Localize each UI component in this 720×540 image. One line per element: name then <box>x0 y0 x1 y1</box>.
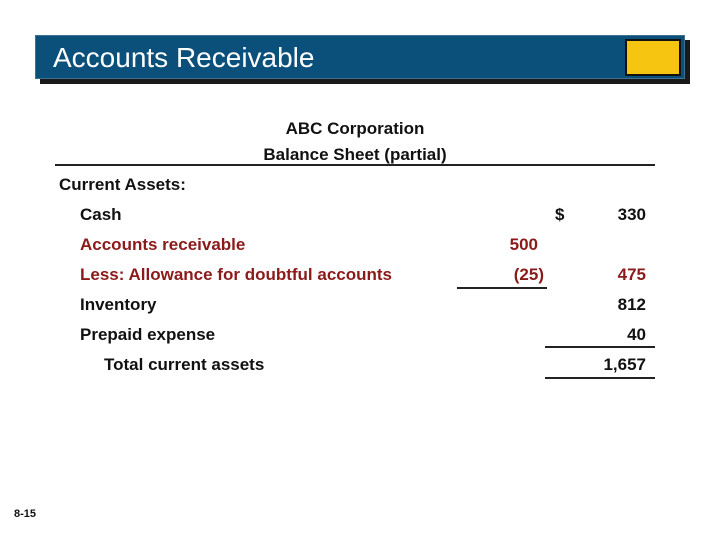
detail-subtotal-rule <box>457 287 547 289</box>
title-bar <box>35 35 685 79</box>
allowance-label: Less: Allowance for doubtful accounts <box>80 265 393 284</box>
statement-name: Balance Sheet (partial) <box>263 145 447 164</box>
title-accent-block <box>625 39 681 76</box>
current-assets-label: Current Assets: <box>59 175 186 194</box>
header-divider <box>55 164 655 166</box>
accounts-receivable-label: Accounts receivable <box>80 235 246 254</box>
slide-title: Accounts Receivable <box>53 42 315 73</box>
total-current-assets-label: Total current assets <box>104 355 265 374</box>
inventory-amount: 812 <box>617 295 646 314</box>
slide-number: 8-15 <box>14 508 37 520</box>
total-rule-bottom <box>545 377 655 379</box>
net-receivable-amount: 475 <box>617 265 646 284</box>
total-current-assets-amount: 1,657 <box>603 355 646 374</box>
cash-label: Cash <box>80 205 122 224</box>
prepaid-expense-label: Prepaid expense <box>80 325 216 344</box>
prepaid-expense-amount: 40 <box>627 325 646 344</box>
accounts-receivable-detail: 500 <box>509 235 538 254</box>
cash-amount: 330 <box>617 205 646 224</box>
inventory-label: Inventory <box>80 295 157 314</box>
total-rule-top <box>545 346 655 348</box>
company-name: ABC Corporation <box>285 119 425 138</box>
allowance-detail: (25) <box>513 265 544 284</box>
currency-symbol: $ <box>555 205 565 224</box>
